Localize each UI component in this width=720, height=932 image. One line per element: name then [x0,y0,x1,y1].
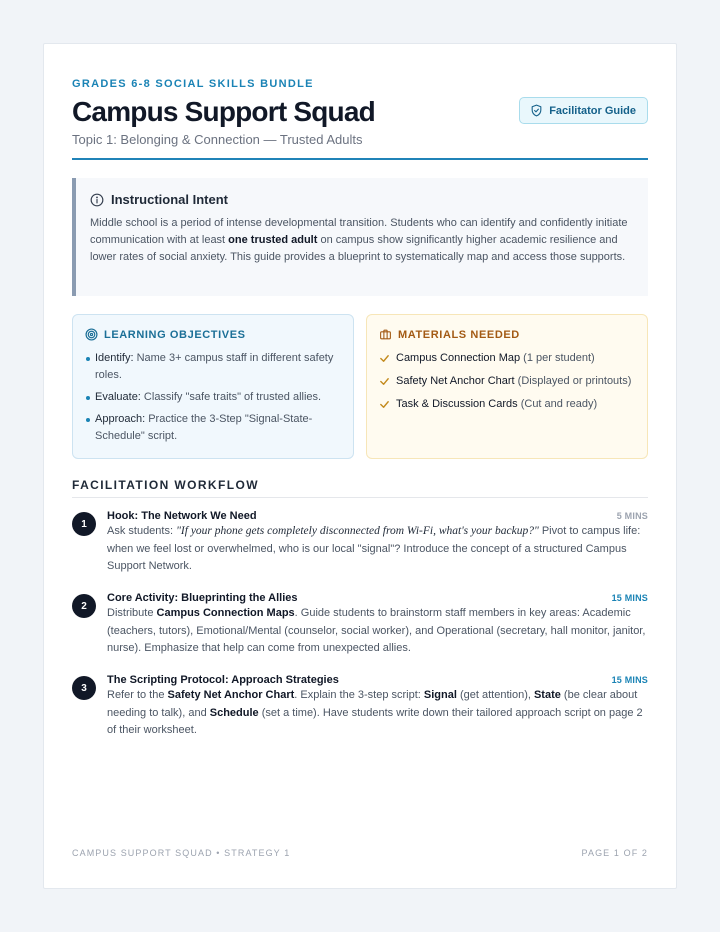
objective-text: Classify "safe traits" of trusted allies. [140,391,322,403]
objective-text: Name 3+ campus staff in different safety roles. [95,352,334,381]
step-emphasis: Signal [423,689,457,701]
objective-text: Practice the 3-Step "Signal-State-Schedule" script. [95,413,313,442]
materials-needed-card [366,314,648,459]
step-text: Refer to the [107,689,168,701]
step-text: Distribute [107,607,157,619]
step-description [107,687,648,740]
header-divider [72,158,648,160]
step-emphasis: State [533,689,561,701]
badge-label: Facilitator Guide [549,104,636,117]
step-duration: 15 MINS [611,593,648,603]
learning-objectives-card [72,314,354,459]
check-icon [379,353,390,364]
step-text: (get attention), [456,689,534,701]
materials-list [379,350,635,413]
step-number: 1 [72,512,96,536]
material-item [379,373,635,390]
step-duration: 5 MINS [616,511,648,521]
workflow-divider [72,497,648,498]
step-text: Ask students: [107,525,177,537]
check-icon [379,399,390,410]
step-title: Core Activity: Blueprinting the Allies [107,592,298,604]
briefcase-icon [379,328,392,341]
step-description [107,605,648,658]
material-label: Task & Discussion Cards [396,398,518,410]
intent-text-end: on campus show significantly higher academic resilience and lower rates of social anxiety. This guide provides a blueprint to systematically map and access those supports. [90,234,626,263]
objectives-heading: LEARNING OBJECTIVES [104,328,246,341]
workflow-step-2 [72,592,648,658]
material-item [379,396,635,413]
objective-item [85,350,341,384]
step-quote: "If your phone gets completely disconnected from Wi-Fi, what's your backup?" [176,525,539,537]
objectives-list [85,350,341,445]
material-note: (1 per student) [520,352,595,364]
step-text: . Guide students to brainstorm staff members in key areas: Academic (teachers, tutors), Emotional/Mental (counselor, social worker), and Operational (secretary, hall monitor, janitor, nurse). Emphasize that help can come from unexpected allies. [107,607,646,654]
check-icon [379,376,390,387]
bundle-eyebrow: GRADES 6-8 SOCIAL SKILLS BUNDLE [72,78,314,90]
material-note: (Displayed or printouts) [514,375,632,387]
step-duration: 15 MINS [611,675,648,685]
objective-item [85,411,341,445]
step-text: (be clear about needing to talk), and [107,689,638,719]
intent-text [90,215,634,266]
workflow-heading: FACILITATION WORKFLOW [72,478,259,492]
step-text: Pivot to campus life: when we feel lost or overwhelmed, who is our local "signal"? Introduce the concept of a structured Campus Support Network. [107,525,641,572]
objective-item [85,389,341,406]
intent-heading: Instructional Intent [111,192,228,207]
objective-label: Evaluate: [95,391,141,403]
step-title: Hook: The Network We Need [107,510,257,522]
intent-highlight: one trusted adult [228,234,318,246]
instructional-intent-callout [72,178,648,296]
step-emphasis: Safety Net Anchor Chart [167,689,295,701]
step-emphasis: Schedule [209,706,259,719]
materials-heading: MATERIALS NEEDED [398,328,520,341]
guide-page [43,43,677,889]
page-footer [72,848,648,858]
objective-label: Approach: [95,413,146,425]
step-emphasis: Campus Connection Maps [156,607,295,619]
step-text: . Explain the 3-step script: [294,689,424,701]
workflow-step-3 [72,674,648,740]
info-icon [90,193,104,207]
page-title: Campus Support Squad [72,96,375,127]
material-label: Safety Net Anchor Chart [396,375,515,387]
page-number: PAGE 1 OF 2 [581,848,648,858]
step-title: The Scripting Protocol: Approach Strategies [107,674,339,686]
page-subtitle: Topic 1: Belonging & Connection — Trusted Adults [72,132,363,147]
shield-check-icon [530,104,543,117]
facilitator-guide-badge [519,97,648,124]
objective-label: Identify: [95,352,134,364]
intent-text-start: Middle school is a period of intense developmental transition. Students who can identify and confidently initiate communication with at least [90,217,628,246]
material-label: Campus Connection Map [396,352,521,364]
workflow-step-1 [72,510,648,576]
material-item [379,350,635,367]
step-text: (set a time). Have students write down their tailored approach script on page 2 of their worksheet. [107,706,643,736]
material-note: (Cut and ready) [517,398,598,410]
step-number: 2 [72,594,96,618]
step-description [107,523,648,576]
target-icon [85,328,98,341]
footer-left: CAMPUS SUPPORT SQUAD • STRATEGY 1 [72,848,291,858]
step-number: 3 [72,676,96,700]
